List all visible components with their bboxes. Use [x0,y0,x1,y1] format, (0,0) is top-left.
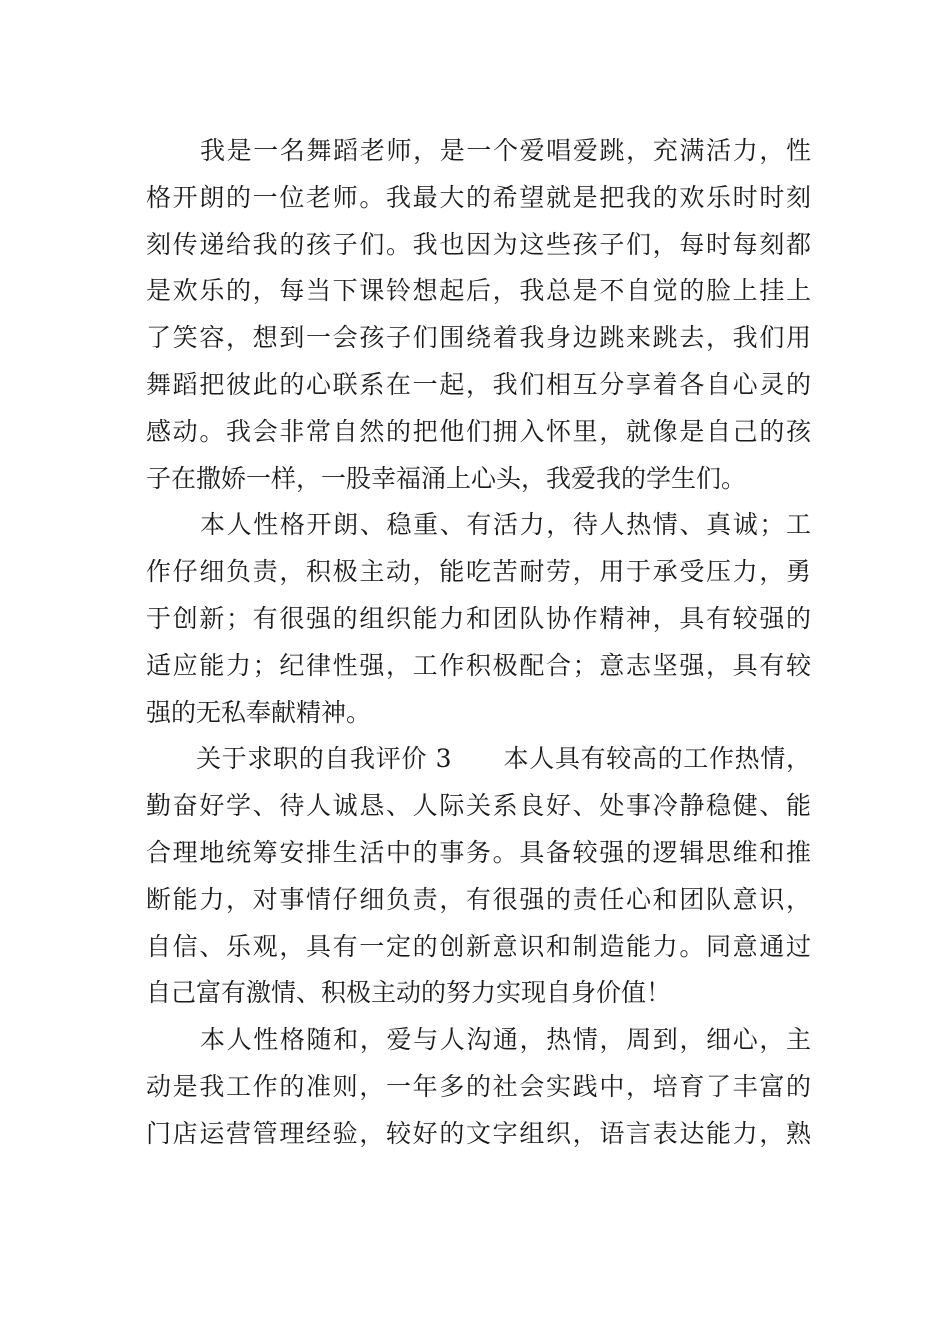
text-line: 合理地统筹安排生活中的事务。具备较强的逻辑思维和推 [146,837,811,867]
document-body [146,128,811,1158]
text-line: 是欢乐的，每当下课铃想起后，我总是不自觉的脸上挂上 [146,276,811,306]
paragraph-dance-teacher [146,128,811,502]
text-line: 本人性格开朗、稳重、有活力，待人热情、真诚；工 [200,510,811,540]
paragraph-easygoing [146,1017,811,1157]
text-line: 适应能力；纪律性强，工作积极配合；意志坚强，具有较 [146,650,811,680]
text-line: 本人性格随和，爱与人沟通，热情，周到，细心，主 [200,1025,811,1055]
text-line: 强的无私奉献精神。 [146,697,372,727]
text-line: 动是我工作的准则，一年多的社会实践中，培育了丰富的 [146,1071,811,1101]
text-line: 作仔细负责，积极主动，能吃苦耐劳，用于承受压力，勇 [146,557,811,587]
text-line: 自信、乐观，具有一定的创新意识和制造能力。同意通过 [146,931,811,961]
text-line: 子在撒娇一样，一股幸福涌上心头，我爱我的学生们。 [146,463,747,493]
text-line: 断能力，对事情仔细负责，有很强的责任心和团队意识， [146,884,811,914]
text-line: 我是一名舞蹈老师，是一个爱唱爱跳，充满活力，性 [200,136,811,165]
text-line: 门店运营管理经验，较好的文字组织，语言表达能力，熟 [146,1118,811,1148]
text-line: 勤奋好学、待人诚恳、人际关系良好、处事冷静稳健、能 [146,791,811,821]
text-line: 刻传递给我的孩子们。我也因为这些孩子们，每时每刻都 [146,229,811,259]
paragraph-personality [146,502,811,736]
text-line: 格开朗的一位老师。我最大的希望就是把我的欢乐时时刻 [146,182,811,212]
paragraph-self-evaluation-3 [146,736,811,1017]
text-line: 于创新；有很强的组织能力和团队协作精神，具有较强的 [146,603,811,633]
text-line: 感动。我会非常自然的把他们拥入怀里，就像是自己的孩 [146,416,811,446]
text-line: 自己富有激情、积极主动的努力实现自身价值！ [146,978,672,1008]
text-line: 关于求职的自我评价 3 本人具有较高的工作热情， [196,744,811,774]
text-line: 舞蹈把彼此的心联系在一起，我们相互分享着各自心灵的 [146,369,811,399]
text-line: 了笑容，想到一会孩子们围绕着我身边跳来跳去，我们用 [146,323,811,353]
